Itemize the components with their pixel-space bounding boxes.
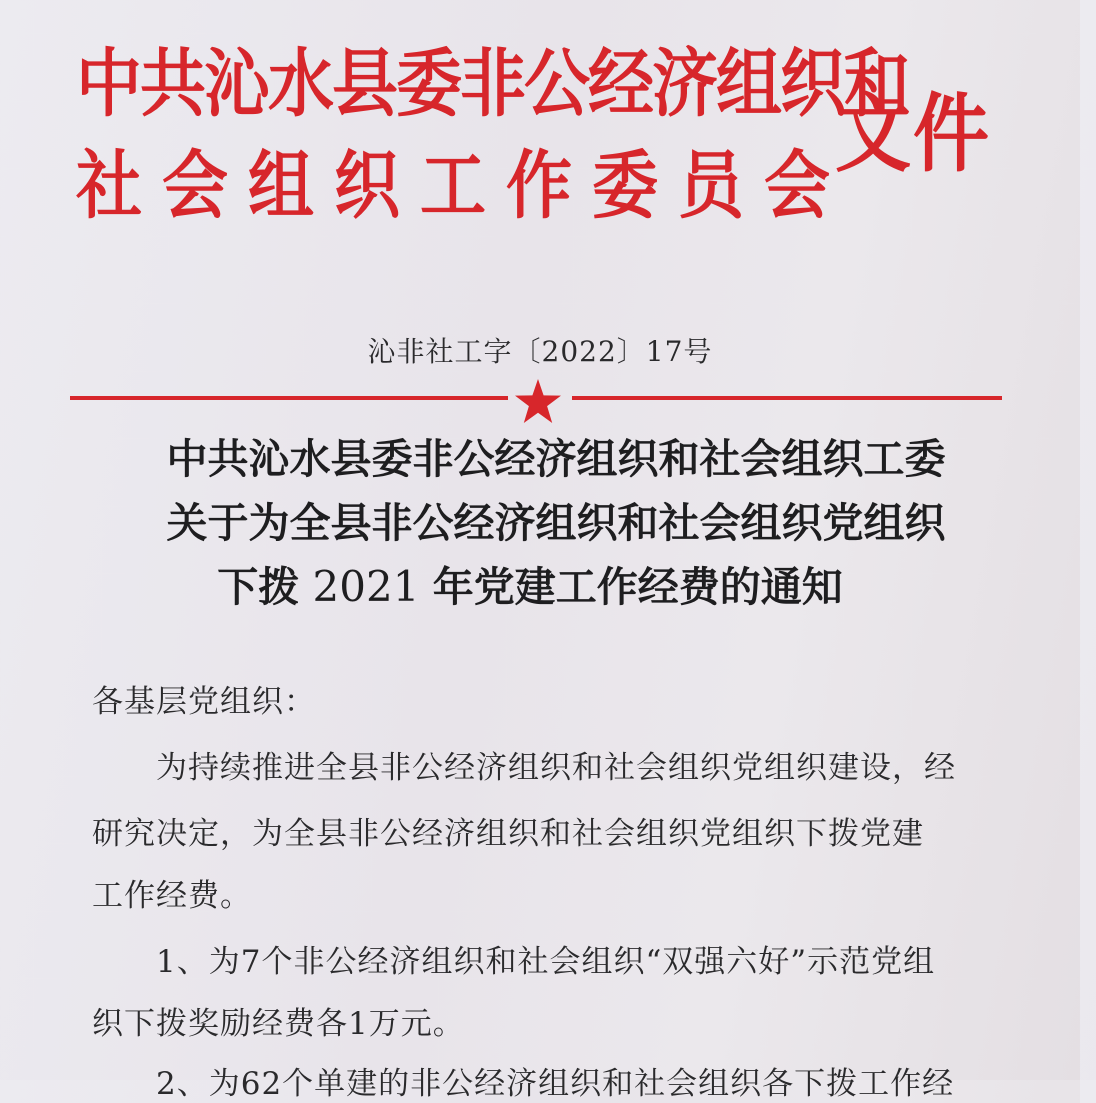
paragraph-1-line-1: 为持续推进全县非公经济组织和社会组织党组织建设，经 (156, 750, 956, 786)
title-line-3 (0, 554, 1070, 613)
paragraph-1-line-2: 研究决定，为全县非公经济组织和社会组织党组织下拨党建 (92, 816, 924, 852)
item-1-line-1: 1、为7个非公经济组织和社会组织“双强六好”示范党组 (156, 944, 936, 980)
title-line-3-prefix: 下拨 (217, 563, 300, 611)
masthead-line-1: 中共沁水县委非公经济组织和 (76, 40, 908, 128)
item-1-line-2: 织下拨奖励经费各1万元。 (92, 1006, 465, 1042)
salutation: 各基层党组织： (92, 684, 316, 720)
title-line-1: 中共沁水县委非公经济组织和社会组织工委 (166, 435, 946, 483)
red-star-icon (514, 378, 562, 424)
red-rule-right (572, 396, 1002, 400)
title-line-3-suffix: 年党建工作经费的通知 (432, 563, 843, 611)
title-line-2: 关于为全县非公经济组织和社会组织党组织 (166, 499, 946, 547)
document-number: 沁非社工字〔2022〕17号 (367, 335, 713, 368)
red-rule-left (70, 396, 508, 400)
paragraph-1-line-3: 工作经费。 (92, 878, 252, 914)
title-line-3-year: 2021 (299, 562, 433, 611)
masthead (60, 10, 1060, 230)
masthead-suffix: 文件 (835, 83, 991, 184)
masthead-line-2: 社会组织工作委员会 (76, 142, 850, 230)
item-2-line-1: 2、为62个单建的非公经济组织和社会组织各下拨工作经 (156, 1066, 955, 1102)
